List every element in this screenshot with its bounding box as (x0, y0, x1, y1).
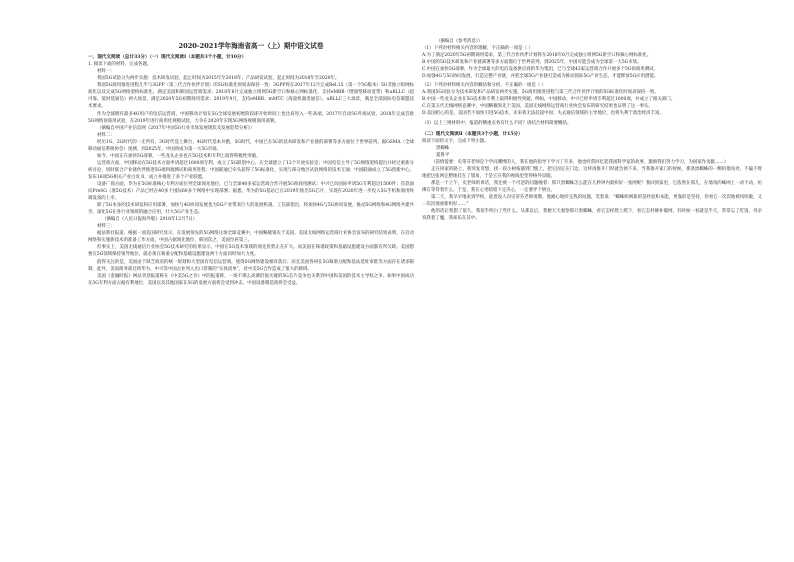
subquestion-2-option-a[interactable]: A.我国5G试验分为技术研发和产品研发两步实施，5G商用推进进程与第三代合作伙伴计划的5G标准化时间表保持一致。 (422, 90, 659, 96)
subquestion-2-option-b[interactable]: B.中国一些龙头企业在5G技术和专利上取得积极性突破，例如，中国移动、中兴已经申请专利超过1000项，并成立了相关部门。 (422, 97, 676, 103)
subquestion-3-stem: （3）以上三则材料中，报道的侧重点各有什么不同？请结合材料简要概括。 (422, 120, 572, 126)
subquestion-2-option-c[interactable]: C.在第五代无线网络竞赛中，中国略微领先于美国，美国无线网络运营商行业协会发布的研究结果也证明了这一事实。 (422, 104, 653, 110)
section2-heading: （二）现代文阅读Ⅱ（本题共3个小题，计15分） (422, 131, 523, 137)
material2-source: （摘编自《人民日报海外版》2018年12月7日） (102, 217, 198, 223)
story-paragraph: 走在回家的路上，我突发奇想，找一段小树枝插到门缝上，把它固定在门边，这样再推开门时就会掉下来。当我推开家门的时候，那条黑蜘蛛的一侧的墙角处，不偏不倚地把这张网完整地挂在了墙角，于是它在我的视线里变得格外显眼。 (422, 166, 762, 179)
subquestion-2-stem: （2）下列对材料相关内容的概括和分析，不正确的一项是（ ） (422, 83, 547, 89)
material2-paragraph: 如今，中国正在加快5G部署，一些龙头企业也在5G技术和专利上取得积极性突破。 (97, 153, 261, 159)
material1-paragraph: 作为全球拥有最多4G用户的电信运营商，中国移动计划在5G全球发展初始阶段即开始时间上也比肩进入一些高端，2017年启动5G外场试验，2018年完成首批5G网络预商用试验，在2019年进行商用化规模试验，力争在2020年实现5G网络规模商用部署。 (88, 111, 414, 124)
subquestion-1-option-c[interactable]: C.中国在加快5G部署，作为全球最大的电信设备供应商的华为集团，已与全球42家运营商合作开展多个5G预商用测试。 (422, 67, 659, 73)
material2-paragraph: 经历1G、2G时代的一无所有，3G时代登上舞台，4G时代基本并跑，5G时代，中国已在5G的技术研发和产业链的部署等多方面位于世界前列。据GSMA（全球移动通信系统协会）预测，到2025年，中国将成为第一大5G市场。 (88, 139, 414, 152)
material1-paragraph: 我国5G商用推进进程几乎与3GPP（第三代合作伙伴计划）的5G标准化时间表保持一致：3GPP将在2017年12月完成Rel.15（第一个5G版本）5G非独立组网标准化以及完成5G网络架构标准化，满足美国和韩国运营商需求；2018年6月完成独立组网5G新空口和核心网标准化，支持eMBB（增强型移动宽带）和uRLLC（超可靠、低时延通信）两大场景，满足2020年5G初期商用需求；2019年9月，支持eMBB、mMTC（海量机器类通信）、uRLLC三大场景，满足全部国际电信联盟技术要求。 (88, 83, 414, 110)
story-author: 夏鲁平 (436, 152, 450, 158)
story-paragraph: 他的话让我想了很久，我似乎明白了些什么。从那以后，我便天天观察那只黑蜘蛛，看它怎样爬上爬下，看它怎样修补破网，有时候一看就是半天，常常忘了吃饭，母亲说我着了魔，我却乐在其中。 (422, 209, 762, 222)
material2-paragraph: 运营商方面，中国移动在5G技术方面申请超过1000项专利，成立了5G联创中心，在全球建立了12个开放实验室；中国电信主导了5G网络架构提出并经过重新分析讨论，同时联合产业链伙伴推进5G端到端测试和商用进程；中国联通已牵头获得了5G标准化，实现与部分地区试验网络的技术互通；中国联通成立了5G创新中心，发布16项5G相关产业白皮书，成立并推进了多个产业联盟。 (88, 160, 414, 180)
subquestion-1-option-d[interactable]: D.加强4G与5G协同发展，打造完整产业链，并把全球5G产业链打造成为推动国际5G产业生态，才能释放5G应用潜能。 (422, 74, 659, 80)
material2-paragraph: 设备厂商方面，华为在5G标准核心专利方面位列全球领先地位，已与全球40多家运营商合作开展5G预商用测试；中兴已向国际申请5G专利超过1500件；首款面向PreSG（准5G技术）产品已经在40多个国际60多个网络中实现部署；据悉，华为的5G基站已在2019年推出5G芯片，实现在2020年进一步投入5G手机和商用终端设备的上市。 (88, 182, 414, 202)
story-paragraph: 那是一个上午，史老师的讲话，我还被一个可恶的问题缠着：那只黑蜘蛛怎么能在几秒钟内就织好一张网呢？我回到家里，它依然在那儿，在墙角的蛛网上一动不动，仿佛在等待着什么。于是，我在心里暗暗下定决心，一定要弄个明白。 (422, 181, 762, 194)
right-column (422, 0, 762, 562)
section1-heading: 一、现代文阅读（总计33分）（一）现代文阅读Ⅰ（本题共3个小题，计10分） (88, 55, 247, 60)
exam-title: 2020-2021学年海南省高一（上）期中语文试卷 (178, 42, 324, 50)
story-paragraph: （前情提要：史蒂芬老师是个学问渊博的人，我在他的指导下学习了许多，他也经常回忆起我国科学家的故事，激励我们努力学习，为国家作贡献……） (431, 159, 729, 165)
subquestion-1-option-a[interactable]: A.为了满足2020年5G初期商用需求，第三代合作伙伴计划将在2018年6月完成独立组网5G新空口和核心网标准化。 (422, 53, 652, 59)
material3-paragraph: 美国《金融时报》网站刊登报道称在《中美5G之争》中的报道称，一场不那么高调但很关键的5G芯片竞争也关系到中国和美国的技术主导权之争。如果中国成功在5G专利方面占据有利地位，美国以及其他国家在5G的发展方面将会受到冲击，中国设备制造商将会受益。 (88, 273, 414, 286)
section2-intro: 阅读下面的文字，完成下列小题。 (422, 138, 489, 144)
material3-paragraph: 但事实上，美国无线通信行业协会5G技术研究的结果显示，中国在5G技术领域的领先优势正在扩大。而美国在频谱政策和基础设施建设方面都有所欠缺。美国想要在5G领域保持领导地位，就必须在频谱分配和基础设施建设两个方面同时加大力度。 (88, 245, 414, 258)
story-title: 黑蜘蛛 (436, 145, 450, 151)
material1-label: 材料一： (97, 69, 115, 75)
source-note: （摘编自《参考消息》） (436, 39, 483, 44)
left-column (88, 0, 414, 562)
material2-label: 材料二： (97, 132, 115, 138)
story-paragraph: 第二天，我早早地来到学校，趁着没人向史蒂芬老师请教。他耐心地听完我的问题，笑着说：“蜘蛛织网靠的是经验和本能，更靠的是坚持，你看它一次次地被风吹破，又一次次地重新织好……” (422, 195, 762, 208)
material1-paragraph: 我国5G试验分为两步实施：技术研发试验，起止时间为2015年至2018年；产品研发试验，起止时间为2018年至2020年。 (97, 76, 340, 82)
material3-paragraph: 值得关注的是，美国由于缺乏政府的统一规划和大型国有电信运营商，使得5G网络建设相对落后；而且美国各州在5G频谱分配和基站选址审批等方面存在诸多限制，此外，美国商务部还将华为、中兴等中国企业列入出口管制的“实体清单”，对中美5G合作造成了很大的障碍。 (88, 259, 414, 272)
material3-label: 材料三： (97, 224, 115, 230)
material3-paragraph: 据法新社报道，根据一项美国研究显示，在发展领先的5G网络这场全球竞赛中，中国略微领先于美国。美国无线网络运营商行业协会发布的研究结果表明，在启动网络和实施新技术的准备工作方面，中国占据领先地位，韩国次之，美国位居第三。 (88, 231, 414, 244)
material1-source: （摘编自中国产业信息网《2017年中国5G行业市场发展现状及发展趋势分析》） (97, 125, 255, 131)
material2-paragraph: 除了5G本身的技术研发和应用部署，加快与4G协同发展也为5G产业带来巨大的发展机遇。工信部指出，将加快4G与5G协同发展，推动5G网络和4G网络共建共享，深化5G在各行业领域的融合应用，壮大5G产业生态。 (88, 203, 414, 216)
subquestion-1-stem: （1）下列对材料相关内容的理解，不正确的一项是（ ） (422, 46, 533, 52)
question1-intro: 1. 阅读下面的材料，完成各题。 (88, 62, 152, 68)
subquestion-2-option-d[interactable]: D.美国担心的是，美国若不加快引进5G技术，未来将无法赶超中国；失去通信领域的主导地位，也将失利于政治经济丰富。 (422, 111, 664, 117)
subquestion-1-option-b[interactable]: B.中国的5G技术研发和产业链部署等多方面都位于世界前列，到2025年，中国可能会成为全球第一大5G市场。 (422, 60, 642, 66)
